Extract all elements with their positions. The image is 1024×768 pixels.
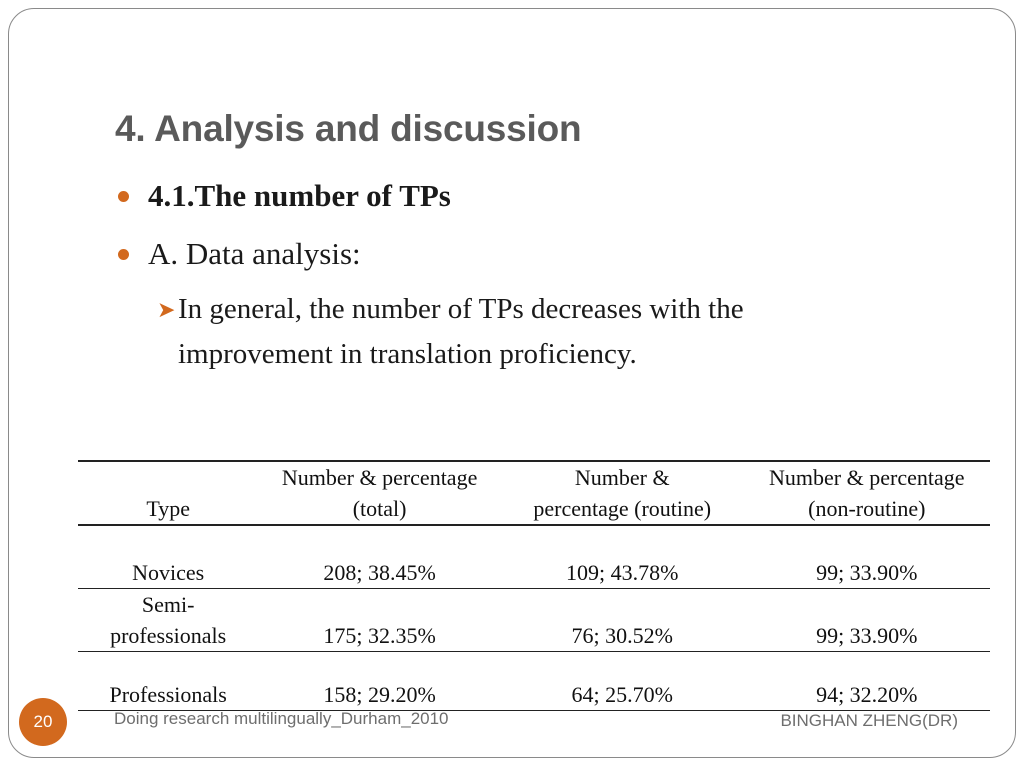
cell-total: 158; 29.20% [323,682,436,707]
cell-routine: 64; 25.70% [571,682,673,707]
header-total: Number & percentage (total) [281,465,478,521]
cell-nonroutine: 94; 32.20% [816,682,918,707]
cell-total: 175; 32.35% [323,623,436,648]
cell-nonroutine: 99; 33.90% [816,560,918,585]
sub-bullet-line: In general, the number of TPs decreases with the [178,293,744,325]
cell-routine: 76; 30.52% [571,623,673,648]
bullet-text: 4.1.The number of TPs [148,178,451,213]
cell-type: Semi- professionals [110,592,227,648]
table-row [78,525,990,589]
cell-nonroutine: 99; 33.90% [816,623,918,648]
bullet-dot-icon [118,191,129,202]
header-nonroutine: Number & percentage (non-routine) [769,465,965,521]
sub-bullet-line: improvement in translation proficiency. [178,338,637,370]
arrow-bullet-icon: ➤ [157,297,176,322]
page-number-badge: 20 [19,698,67,746]
header-routine: Number & percentage (routine) [533,465,712,521]
footer-conference: Doing research multilingually_Durham_2010 [114,709,449,728]
slide-title: 4. Analysis and discussion [115,108,582,149]
bullet-item [118,236,361,272]
cell-type: Professionals [109,682,227,707]
bullet-item [118,178,451,214]
cell-total: 208; 38.45% [323,560,436,585]
table-header-row [78,461,990,525]
bullet-dot-icon [118,249,129,260]
footer-author: BINGHAN ZHENG(DR) [780,711,958,730]
tp-count-table [78,460,990,711]
sub-bullet [157,287,857,377]
table-row [78,589,990,652]
table-row [78,652,990,711]
cell-type: Novices [132,560,205,585]
bullet-text: A. Data analysis: [148,236,361,271]
cell-routine: 109; 43.78% [566,560,679,585]
header-type: Type [146,496,190,521]
